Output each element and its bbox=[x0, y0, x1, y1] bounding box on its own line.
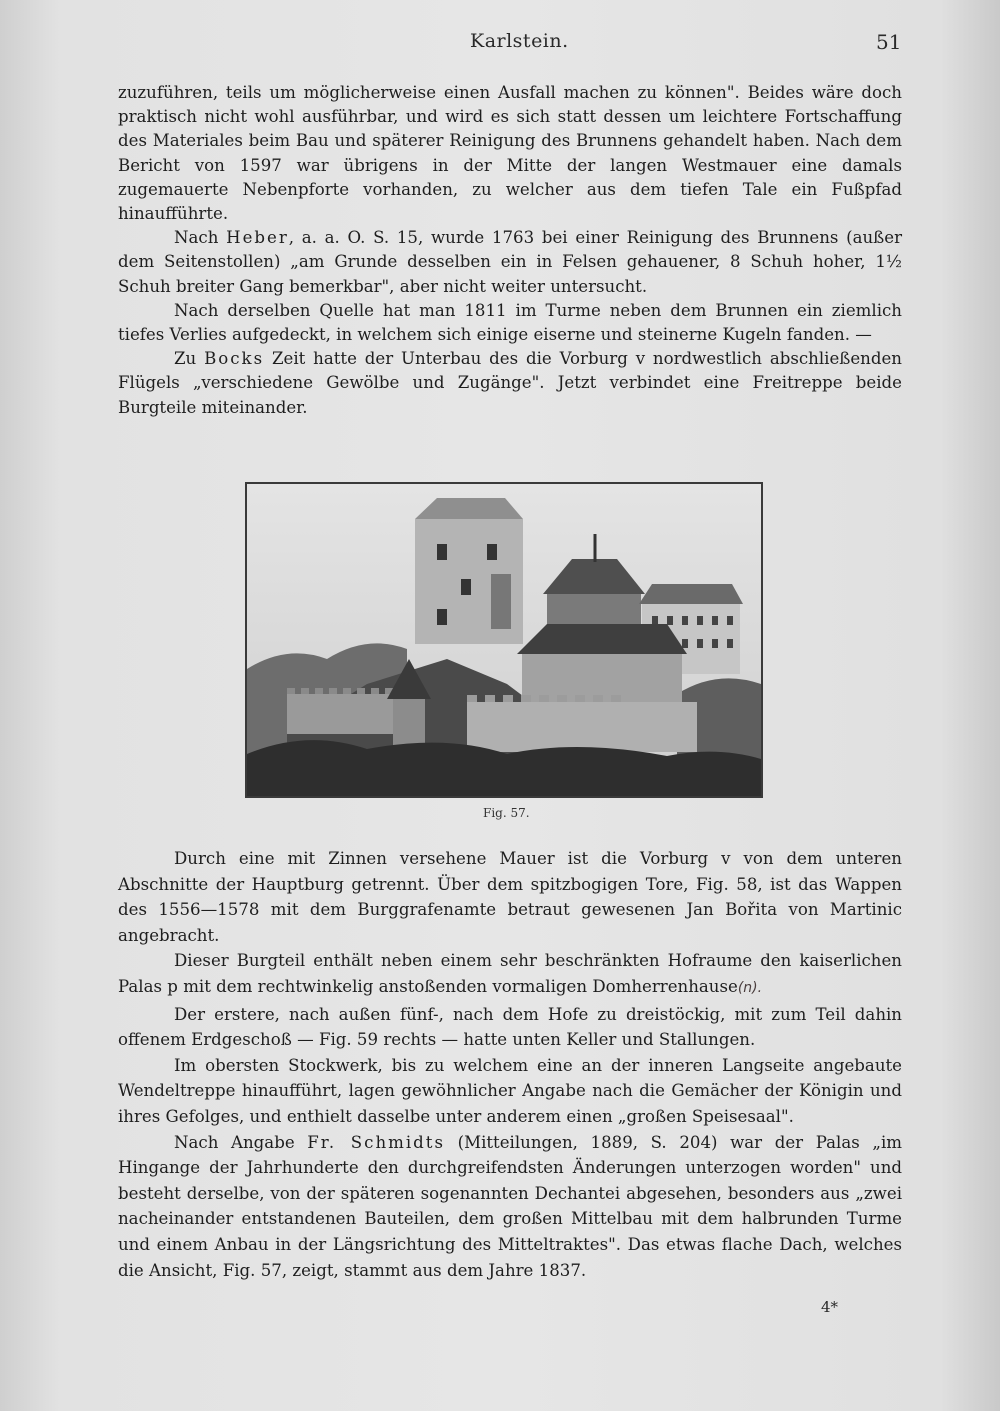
signature-mark: 4* bbox=[821, 1298, 839, 1316]
text-run: Nach bbox=[174, 228, 227, 248]
text-run: Zeit hatte der Unterbau des die Vorburg v nordwestlich abschließenden Flügels „verschiedene Gewölbe und Zugänge". Jetzt verbindet eine Freitreppe beide Burgteile miteinander. bbox=[118, 349, 902, 417]
castle-photograph bbox=[245, 482, 763, 798]
paragraph bbox=[118, 347, 902, 420]
text-run: Dieser Burgteil enthält neben einem sehr beschränkten Hofraume den kaiserlichen Palas p mit dem rechtwinkelig anstoßenden vormaligen Domherrenhause bbox=[118, 951, 902, 996]
text-run: (Mitteilungen, 1889, S. 204) war der Palas „im Hingange der Jahrhunderte den durchgreifendsten Änderungen unterzogen worden" und besteht derselbe, von der späteren sogenannten Dechantei abgesehen, besonders aus „zwei nacheinander entstandenen Bauteilen, dem großen Mittelbau mit dem halbrunden Turme und einem Anbau in der Längsrichtung des Mitteltraktes". Das etwas flache Dach, welches die Ansicht, Fig. 57, zeigt, stammt aus dem Jahre 1837. bbox=[118, 1132, 903, 1280]
text-run: Zu bbox=[174, 349, 205, 369]
paragraph: Durch eine mit Zinnen versehene Mauer ist die Vorburg v von dem unteren Abschnitte der Hauptburg getrennt. Über dem spitzbogigen Tore, Fig. 58, ist das Wappen des 1556—1578 mit dem Burggrafenamte betraut gewesenen Jan Bořita von Martinic angebracht. bbox=[118, 849, 902, 945]
paragraph bbox=[118, 226, 902, 299]
castle-illustration bbox=[247, 484, 761, 796]
handwritten-annotation: (n). bbox=[737, 979, 763, 996]
figure-caption: Fig. 57. bbox=[483, 806, 530, 820]
top-text-block bbox=[118, 81, 902, 420]
text-run: , a. a. O. S. 15, wurde 1763 bei einer Reinigung des Brunnens (außer dem Seitenstollen) „am Grunde desselben ein in Felsen gehauener, 8 Schuh hoher, 1½ Schuh breiter Gang bemerkbar", aber nicht weiter untersucht. bbox=[118, 228, 902, 296]
author-name: Heber bbox=[226, 228, 289, 248]
text-run: Nach Angabe bbox=[174, 1132, 308, 1152]
paragraph: Nach derselben Quelle hat man 1811 im Turme neben dem Brunnen ein ziemlich tiefes Verlies aufgedeckt, in welchem sich einige eiserne und steinerne Kugeln fanden. — bbox=[118, 300, 902, 345]
paragraph bbox=[118, 1130, 902, 1284]
page-number: 51 bbox=[876, 30, 902, 54]
paragraph: Der erstere, nach außen fünf-, nach dem Hofe zu dreistöckig, mit zum Teil dahin offenem Erdgeschoß — Fig. 59 rechts — hatte unten Keller und Stallungen. bbox=[118, 1004, 902, 1050]
paragraph: Im obersten Stockwerk, bis zu welchem eine an der inneren Langseite angebaute Wendeltreppe hinaufführt, lagen gewöhnlicher Angabe nach die Gemächer der Königin und ihres Gefolges, und enthielt dasselbe unter anderem einen „großen Speisesaal". bbox=[118, 1055, 902, 1126]
running-title: Karlstein. bbox=[470, 30, 569, 52]
paragraph: zuzuführen, teils um möglicherweise einen Ausfall machen zu können". Beides wäre doch praktisch nicht wohl ausführbar, und wird es sich statt dessen um leichtere Fortschaffung des Materiales beim Bau und späterer Reinigung des Brunnens gehandelt haben. Nach dem Bericht von 1597 war übrigens in der Mitte der langen Westmauer eine damals zugemauerte Nebenpforte vorhanden, zu welcher aus dem tiefen Tale ein Fußpfad hinaufführte. bbox=[118, 83, 902, 224]
author-name: Bocks bbox=[204, 349, 265, 369]
bottom-text-block bbox=[118, 846, 902, 1283]
paragraph bbox=[118, 948, 902, 1001]
author-name: Fr. Schmidts bbox=[307, 1132, 445, 1152]
